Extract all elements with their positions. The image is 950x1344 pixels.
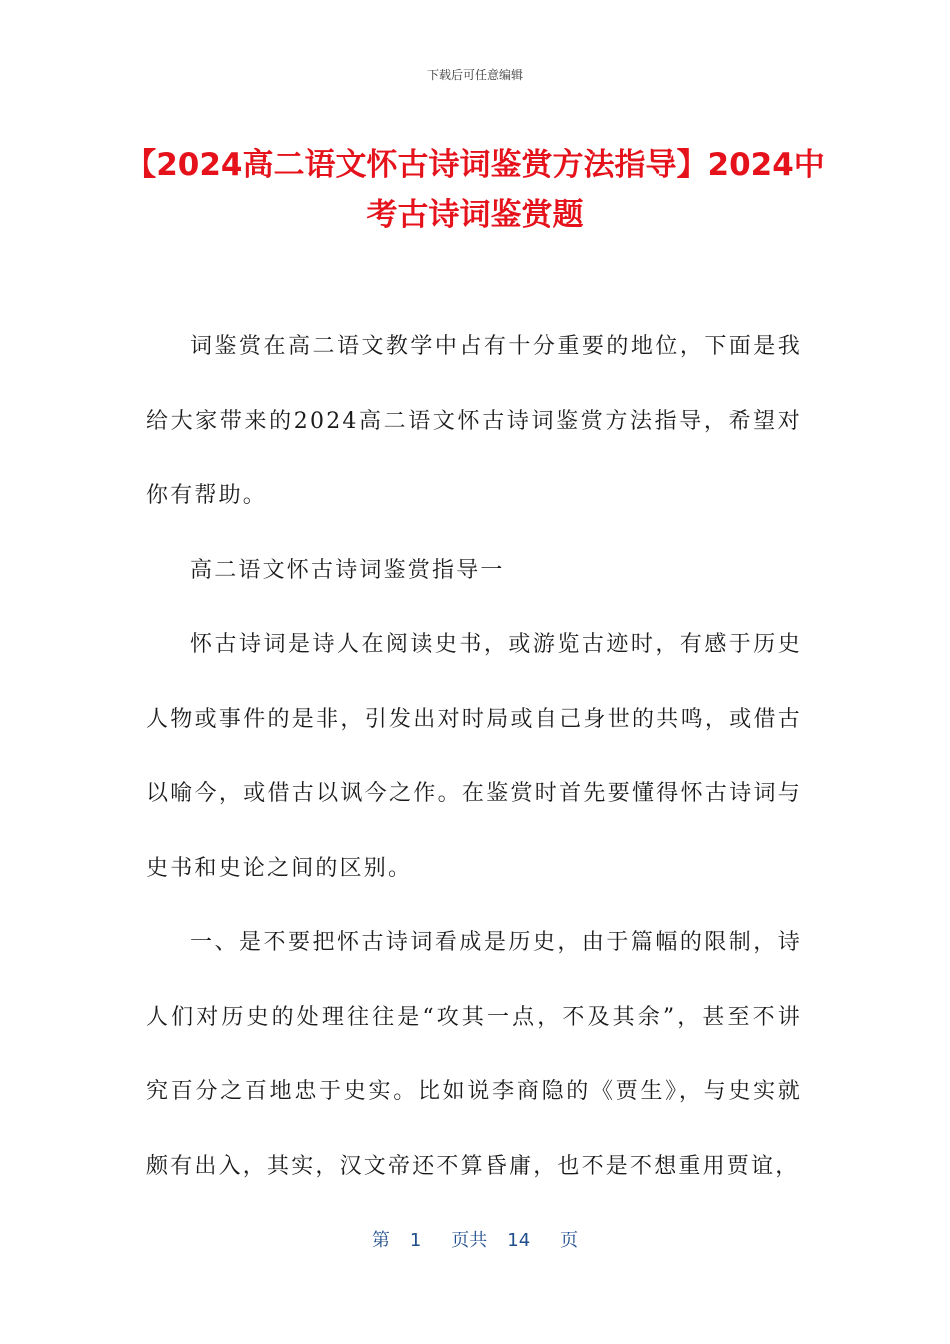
page-prefix: 第 — [371, 1230, 390, 1251]
paragraph: 一、是不要把怀古诗词看成是历史，由于篇幅的限制，诗人们对历史的处理往往是“攻其一点，不及其余”，甚至不讲究百分之百地忠于史实。比如说李商隐的《贾生》，与史实就颇有出入，其实，汉文帝还不算昏庸，也不是不想重用贾谊， — [146, 930, 802, 1179]
paragraph: 怀古诗词是诗人在阅读史书，或游览古迹时，有感于历史人物或事件的是非，引发出对时局或自己身世的共鸣，或借古以喻今，或借古以讽今之作。在鉴赏时首先要懂得怀古诗词与史书和史论之间的区别。 — [146, 632, 802, 881]
document-body — [146, 310, 802, 1204]
header-note: 下载后可任意编辑 — [426, 68, 523, 82]
total-pages: 14 — [507, 1230, 531, 1251]
section-heading: 高二语文怀古诗词鉴赏指导一 — [190, 557, 505, 583]
document-title: 【2024高二语文怀古诗词鉴赏方法指导】2024中考古诗词鉴赏题 — [125, 147, 825, 233]
page-footer — [0, 1226, 950, 1252]
page-suffix: 页 — [560, 1230, 579, 1251]
page-number: 1 — [409, 1230, 422, 1251]
paragraph: 词鉴赏在高二语文教学中占有十分重要的地位，下面是我给大家带来的2024高二语文怀古诗词鉴赏方法指导，希望对你有帮助。 — [146, 334, 802, 508]
page-middle: 页共 — [451, 1230, 488, 1251]
